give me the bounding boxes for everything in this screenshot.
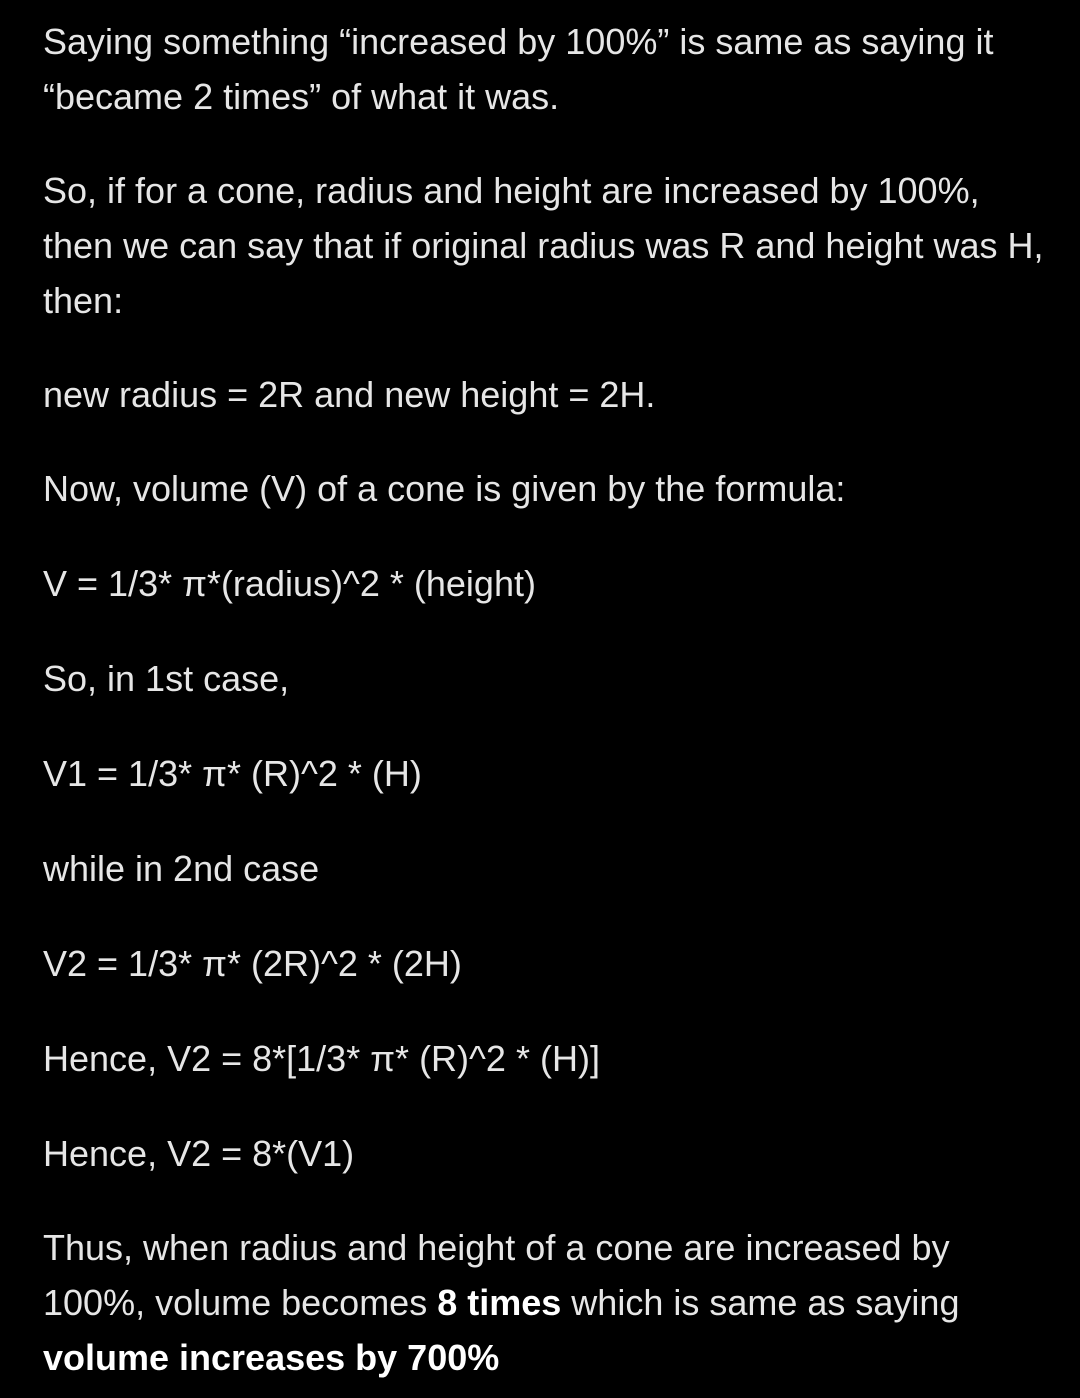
paragraph-formula-intro: Now, volume (V) of a cone is given by the formula: (43, 468, 846, 509)
paragraph-intro: Saying something “increased by 100%” is same as saying it “became 2 times” of what it was. (43, 21, 994, 117)
conclusion-text-2: which is same as saying (561, 1282, 960, 1323)
paragraph-setup: So, if for a cone, radius and height are increased by 100%, then we can say that if original radius was R and height was H, then: (43, 170, 1044, 321)
formula-v2: V2 = 1/3* π* (2R)^2 * (2H) (43, 943, 462, 984)
conclusion-text-1: Thus, when radius and height of a cone are increased by 100%, volume becomes (43, 1227, 950, 1323)
formula-v2-result: Hence, V2 = 8*(V1) (43, 1133, 355, 1174)
conclusion-bold-700: volume increases by 700% (43, 1337, 500, 1378)
formula-v1: V1 = 1/3* π* (R)^2 * (H) (43, 753, 422, 794)
formula-v2-expanded: Hence, V2 = 8*[1/3* π* (R)^2 * (H)] (43, 1038, 600, 1079)
paragraph-conclusion (43, 1220, 1053, 1385)
paragraph-new-dimensions: new radius = 2R and new height = 2H. (43, 374, 656, 415)
conclusion-bold-8-times: 8 times (437, 1282, 562, 1323)
formula-volume: V = 1/3* π*(radius)^2 * (height) (43, 563, 536, 604)
paragraph-case-2: while in 2nd case (43, 848, 320, 889)
paragraph-case-1: So, in 1st case, (43, 658, 290, 699)
answer-text (43, 14, 1053, 1385)
